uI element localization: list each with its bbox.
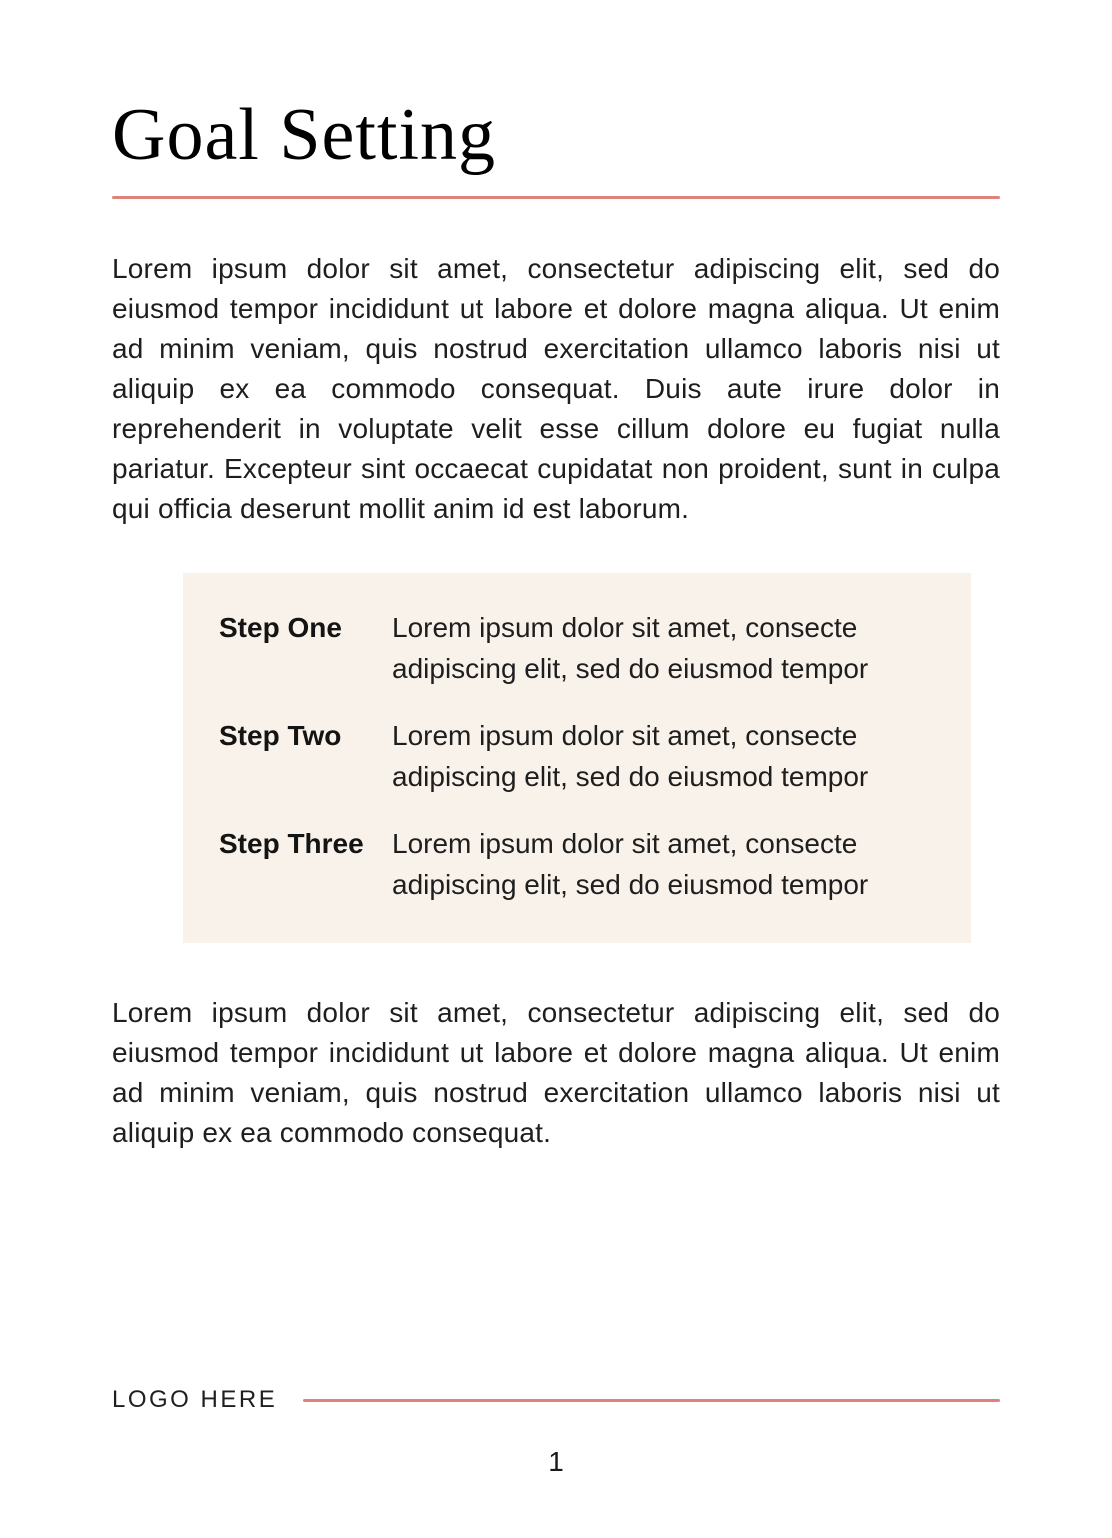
step-two-label: Step Two — [219, 720, 342, 751]
step-row-two — [219, 715, 957, 797]
step-row-three — [219, 823, 957, 905]
footer-divider-rule — [303, 1399, 1000, 1402]
step-three-label: Step Three — [219, 828, 364, 859]
title-divider-rule — [112, 196, 1000, 199]
step-one-description: Lorem ipsum dolor sit amet, consecte adipiscing elit, sed do eiusmod tempor — [392, 612, 869, 684]
document-page — [0, 94, 1112, 1538]
page-number: 1 — [548, 1446, 564, 1477]
logo-placeholder-text: LOGO HERE — [112, 1386, 278, 1413]
steps-box — [183, 573, 971, 943]
step-one-label: Step One — [219, 612, 342, 643]
step-two-description: Lorem ipsum dolor sit amet, consecte adipiscing elit, sed do eiusmod tempor — [392, 720, 869, 792]
step-three-description: Lorem ipsum dolor sit amet, consecte adipiscing elit, sed do eiusmod tempor — [392, 828, 869, 900]
intro-paragraph: Lorem ipsum dolor sit amet, consectetur adipiscing elit, sed do eiusmod tempor incididunt ut labore et dolore magna aliqua. Ut enim ad minim veniam, quis nostrud exercitation ullamco laboris nisi ut aliquip ex ea commodo consequat. Duis aute irure dolor in reprehenderit in voluptate velit esse cillum dolore eu fugiat nulla pariatur. Excepteur sint occaecat cupidatat non proident, sunt in culpa qui officia deserunt mollit anim id est laborum. — [112, 253, 1000, 524]
page-title: Goal Setting — [112, 94, 497, 176]
step-row-one — [219, 607, 957, 689]
outro-paragraph: Lorem ipsum dolor sit amet, consectetur adipiscing elit, sed do eiusmod tempor incididunt ut labore et dolore magna aliqua. Ut enim ad minim veniam, quis nostrud exercitation ullamco laboris nisi ut aliquip ex ea commodo consequat. — [112, 997, 1000, 1148]
footer — [112, 1386, 1000, 1414]
